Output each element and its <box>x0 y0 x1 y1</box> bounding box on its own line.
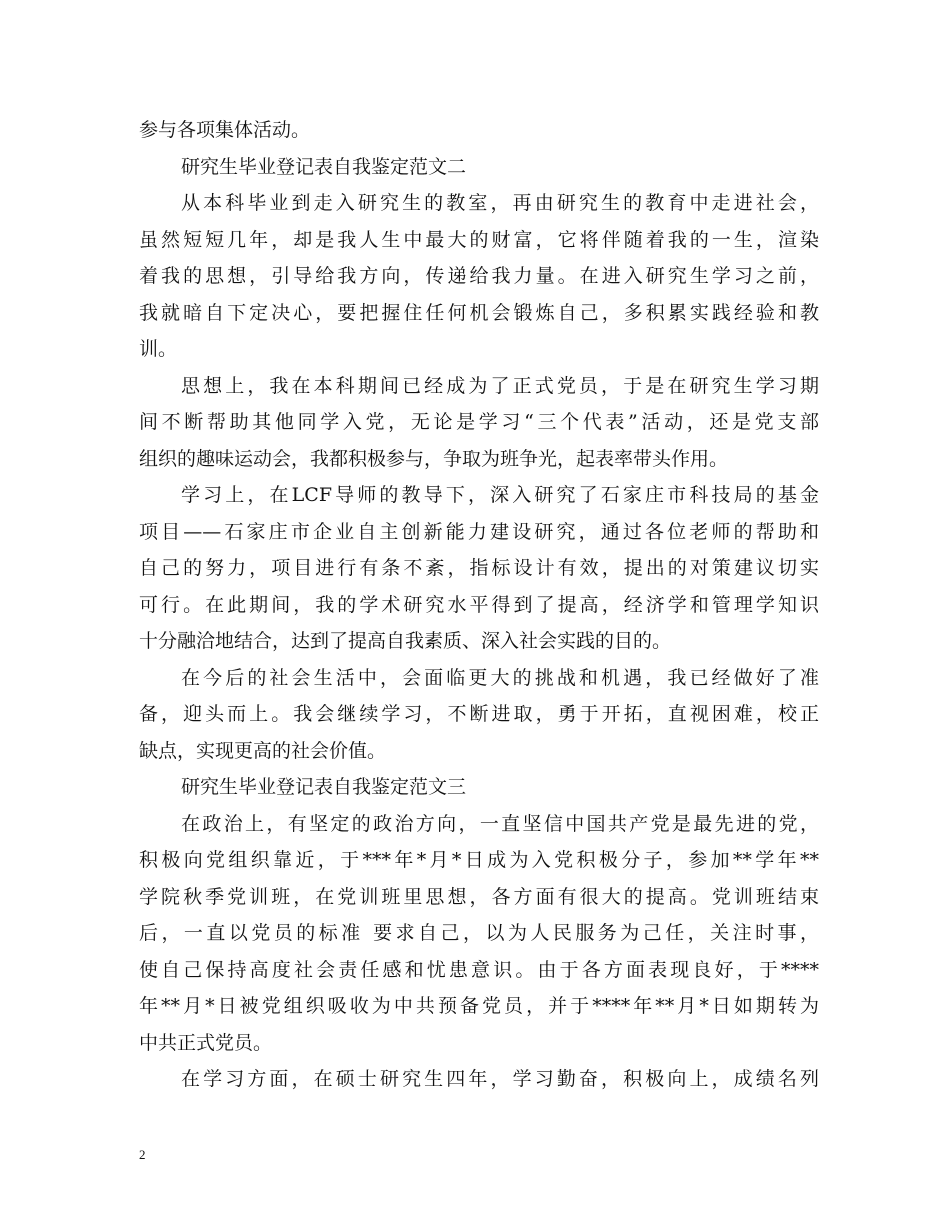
text-line: 着我的思想，引导给我方向，传递给我力量。在进入研究生学习之前， <box>139 265 819 287</box>
text-line: 项目——石家庄市企业自主创新能力建设研究，通过各位老师的帮助和 <box>139 520 819 543</box>
text-line: 学习上，在LCF导师的教导下，深入研究了石家庄市科技局的基金 <box>181 484 819 506</box>
text-line: 积极向党组织靠近，于***年*月*日成为入党积极分子，参加**学年** <box>139 849 819 871</box>
text-line: 虽然短短几年，却是我人生中最大的财富，它将伴随着我的一生，渲染 <box>139 228 819 251</box>
text-line: 研究生毕业登记表自我鉴定范文二 <box>181 155 467 178</box>
document-body <box>139 112 819 1098</box>
text-line: 可行。在此期间，我的学术研究水平得到了提高，经济学和管理学知识 <box>139 593 819 616</box>
text-line: 参与各项集体活动。 <box>139 119 311 141</box>
text-line: 使自己保持高度社会责任感和忧患意识。由于各方面表现良好，于**** <box>139 958 819 981</box>
text-line: 思想上，我在本科期间已经成为了正式党员，于是在研究生学习期 <box>181 374 819 397</box>
text-line: 十分融洽地结合，达到了提高自我素质、深入社会实践的目的。 <box>139 630 672 652</box>
text-line: 备，迎头而上。我会继续学习，不断进取，勇于开拓，直视困难，校正 <box>139 703 819 725</box>
text-line: 缺点，实现更高的社会价值。 <box>139 739 387 762</box>
text-line: 在政治上，有坚定的政治方向，一直坚信中国共产党是最先进的党， <box>181 812 819 835</box>
page-number: 2 <box>139 1147 146 1162</box>
text-line: 从本科毕业到走入研究生的教室，再由研究生的教育中走进社会， <box>181 192 819 214</box>
text-line: 自己的努力，项目进行有条不紊，指标设计有效，提出的对策建议切实 <box>139 557 819 579</box>
text-line: 后，一直以党员的标准 要求自己，以为人民服务为己任，关注时事， <box>139 922 819 944</box>
text-line: 研究生毕业登记表自我鉴定范文三 <box>181 776 467 798</box>
text-line: 在学习方面，在硕士研究生四年，学习勤奋，积极向上，成绩名列 <box>181 1068 819 1090</box>
text-line: 训。 <box>139 338 178 360</box>
text-line: 组织的趣味运动会，我都积极参与，争取为班争光，起表率带头作用。 <box>139 447 729 470</box>
text-line: 中共正式党员。 <box>139 1031 273 1054</box>
text-line: 间不断帮助其他同学入党，无论是学习“三个代表”活动，还是党支部 <box>139 411 819 433</box>
text-line: 学院秋季党训班，在党训班里思想，各方面有很大的提高。党训班结束 <box>139 885 819 908</box>
text-line: 我就暗自下定决心，要把握住任何机会锻炼自己，多积累实践经验和教 <box>139 301 819 324</box>
text-line: 在今后的社会生活中，会面临更大的挑战和机遇，我已经做好了准 <box>181 666 819 689</box>
text-line: 年**月*日被党组织吸收为中共预备党员，并于****年**月*日如期转为 <box>139 995 819 1017</box>
